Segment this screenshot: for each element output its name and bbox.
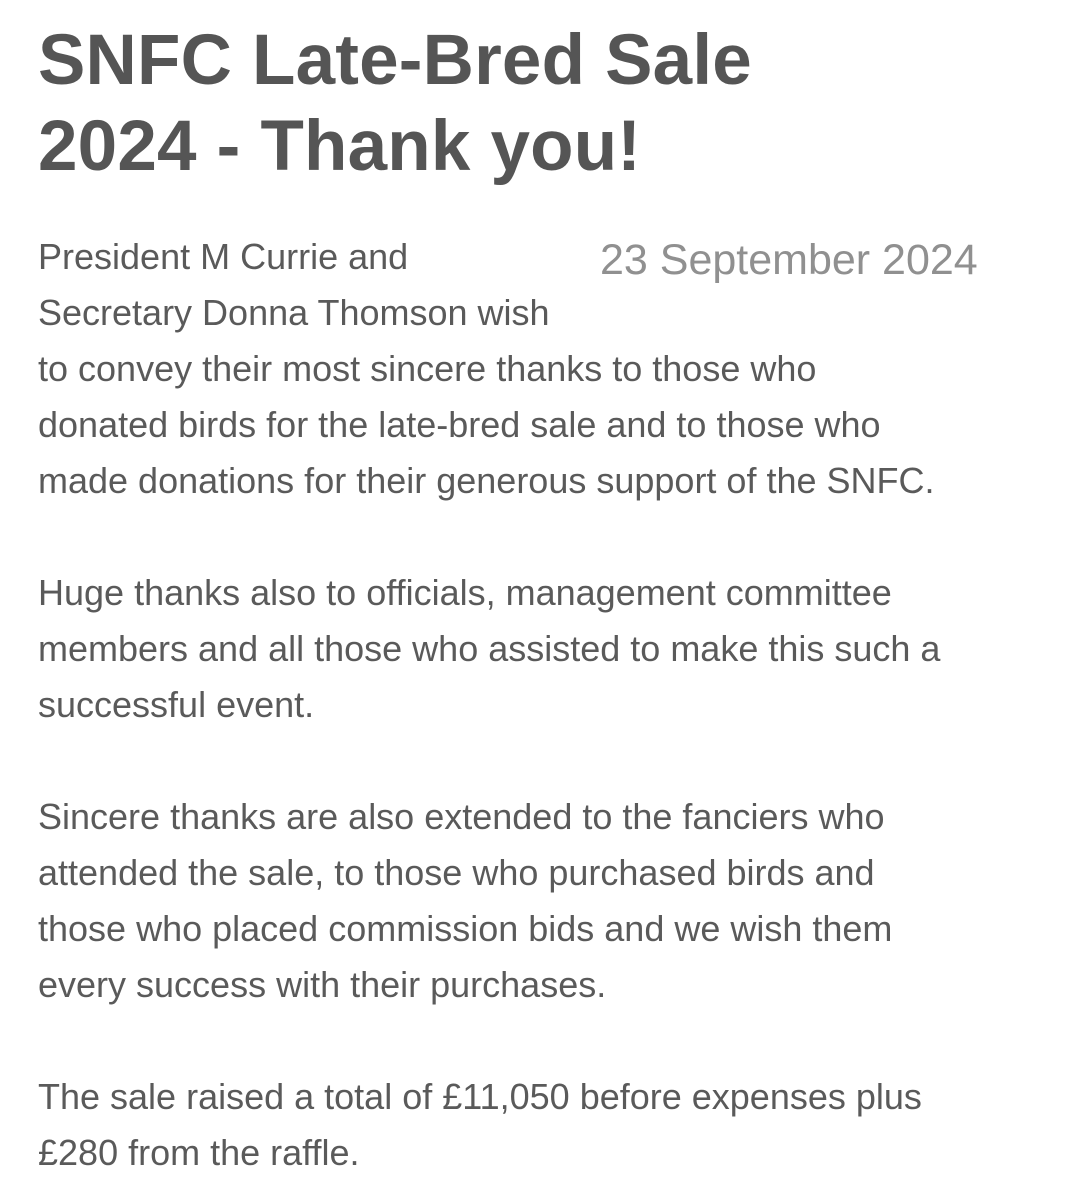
paragraph-line: attended the sale, to those who purchased birds and [38,852,875,893]
article-date: 23 September 2024 [600,236,978,284]
title-line-2: 2024 - Thank you! [38,107,642,186]
paragraph-line: those who placed commission bids and we wish them [38,908,893,949]
paragraph-line: to convey their most sincere thanks to those who [38,348,817,389]
intro-text [38,229,598,341]
paragraph-line: members and all those who assisted to make this such a [38,628,941,669]
paragraph-thanks-donors [38,341,1058,509]
intro-line-1: President M Currie and [38,236,409,277]
paragraph-line: Huge thanks also to officials, management committee [38,572,892,613]
intro-line-2: Secretary Donna Thomson wish [38,292,550,333]
paragraph-line: successful event. [38,684,315,725]
paragraph-sale-total [38,1069,1058,1181]
article-title [38,18,1038,190]
paragraph-line: donated birds for the late-bred sale and to those who [38,404,881,445]
paragraph-line: every success with their purchases. [38,964,607,1005]
paragraph-line: The sale raised a total of £11,050 before expenses plus [38,1076,922,1117]
title-line-1: SNFC Late-Bred Sale [38,21,752,100]
paragraph-line: made donations for their generous support of the SNFC. [38,460,935,501]
paragraph-thanks-officials [38,565,1058,733]
paragraph-line: Sincere thanks are also extended to the fanciers who [38,796,885,837]
paragraph-thanks-fanciers [38,789,1058,1013]
paragraph-line: £280 from the raffle. [38,1132,360,1173]
